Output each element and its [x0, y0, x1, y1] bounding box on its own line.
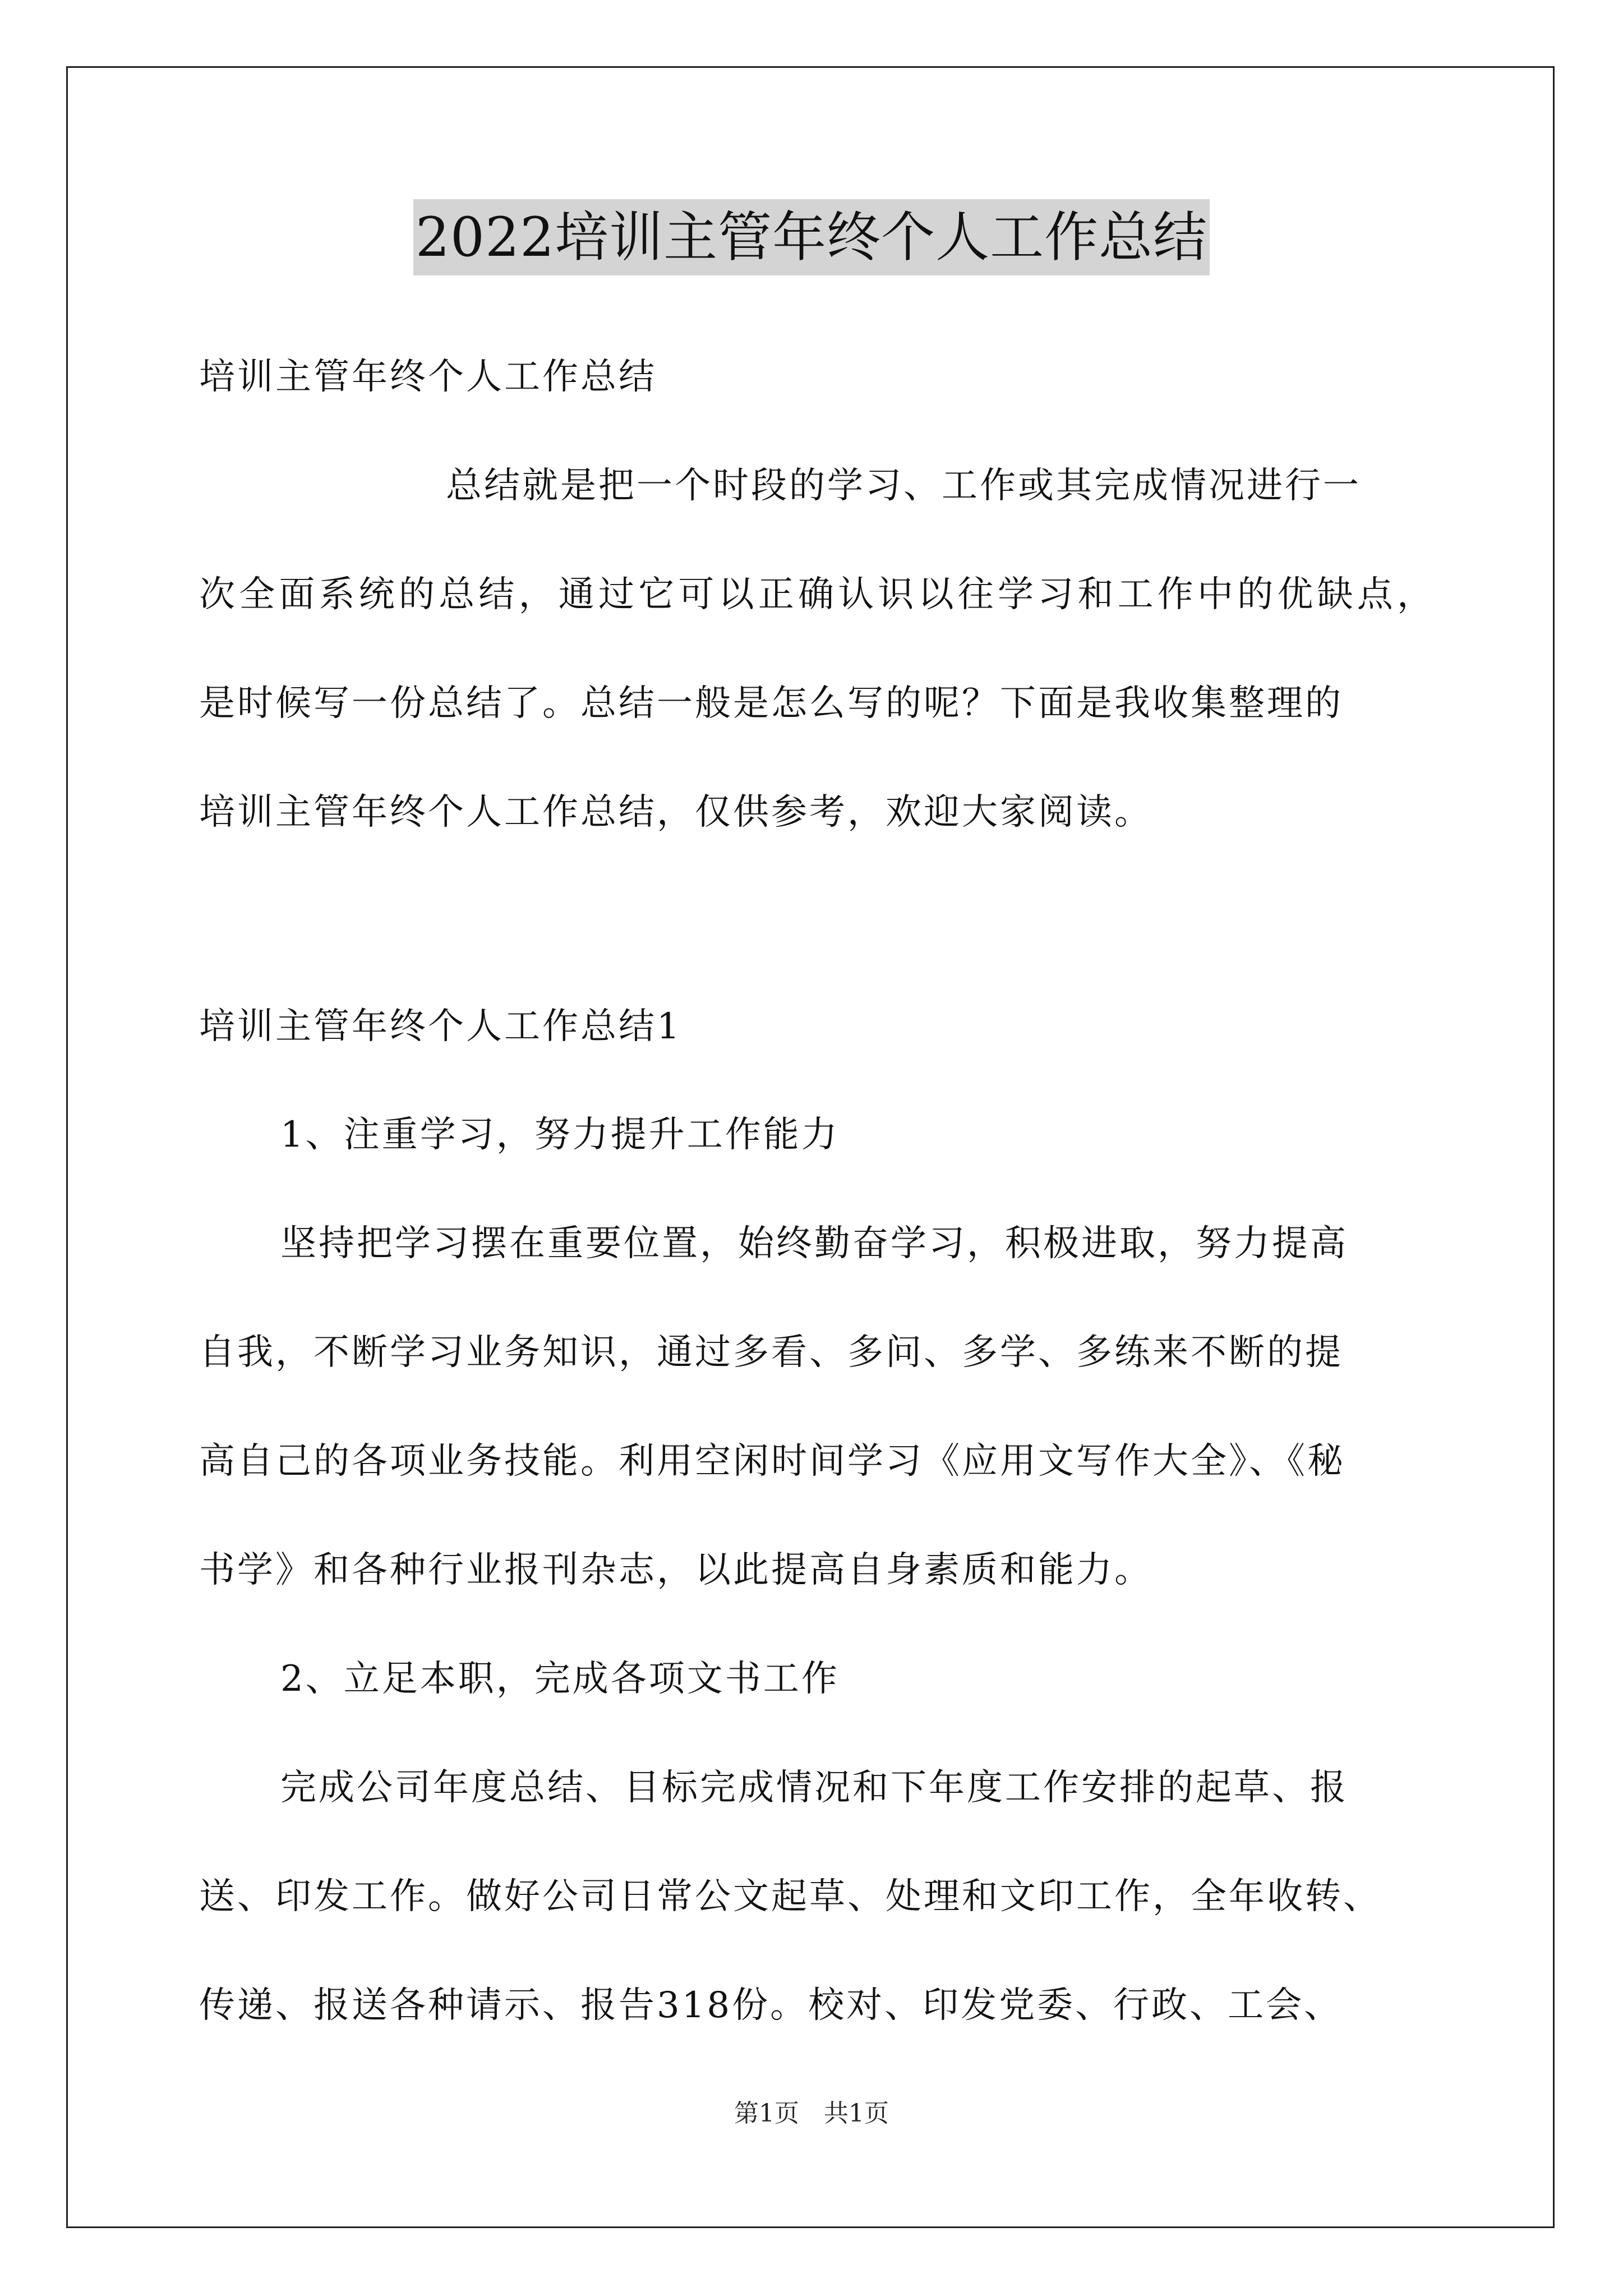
point2-line-1: 完成公司年度总结、目标完成情况和下年度工作安排的起草、报 [280, 1767, 1348, 1809]
point1-line-1: 坚持把学习摆在重要位置，始终勤奋学习，积极进取，努力提高 [280, 1223, 1348, 1264]
title-area [0, 199, 1623, 275]
point1-line-4: 书学》和各种行业报刊杂志，以此提高自身素质和能力。 [199, 1549, 1152, 1591]
point2-heading: 2、立足本职，完成各项文书工作 [280, 1658, 840, 1700]
document-subtitle: 培训主管年终个人工作总结 [199, 356, 657, 398]
intro-line-2: 次全面系统的总结，通过它可以正确认识以往学习和工作中的优缺点， [199, 574, 1433, 615]
point1-line-2: 自我，不断学习业务知识，通过多看、多问、多学、多练来不断的提 [199, 1332, 1343, 1373]
point1-line-3: 高自己的各项业务技能。利用空闲时间学习《应用文写作大全》、《秘 [199, 1441, 1345, 1482]
point1-heading: 1、注重学习，努力提升工作能力 [280, 1114, 840, 1156]
intro-line-4: 培训主管年终个人工作总结，仅供参考，欢迎大家阅读。 [199, 792, 1152, 833]
intro-line-1: 总结就是把一个时段的学习、工作或其完成情况进行一 [446, 465, 1361, 507]
page-footer: 第1页 共1页 [734, 2099, 889, 2128]
point2-line-3: 传递、报送各种请示、报告318份。校对、印发党委、行政、工会、 [199, 1985, 1343, 2026]
document-title: 2022培训主管年终个人工作总结 [413, 199, 1210, 275]
point2-line-2: 送、印发工作。做好公司日常公文起草、处理和文印工作，全年收转、 [199, 1876, 1381, 1917]
section-heading: 培训主管年终个人工作总结1 [199, 1006, 682, 1047]
intro-line-3: 是时候写一份总结了。总结一般是怎么写的呢？下面是我收集整理的 [199, 683, 1343, 724]
